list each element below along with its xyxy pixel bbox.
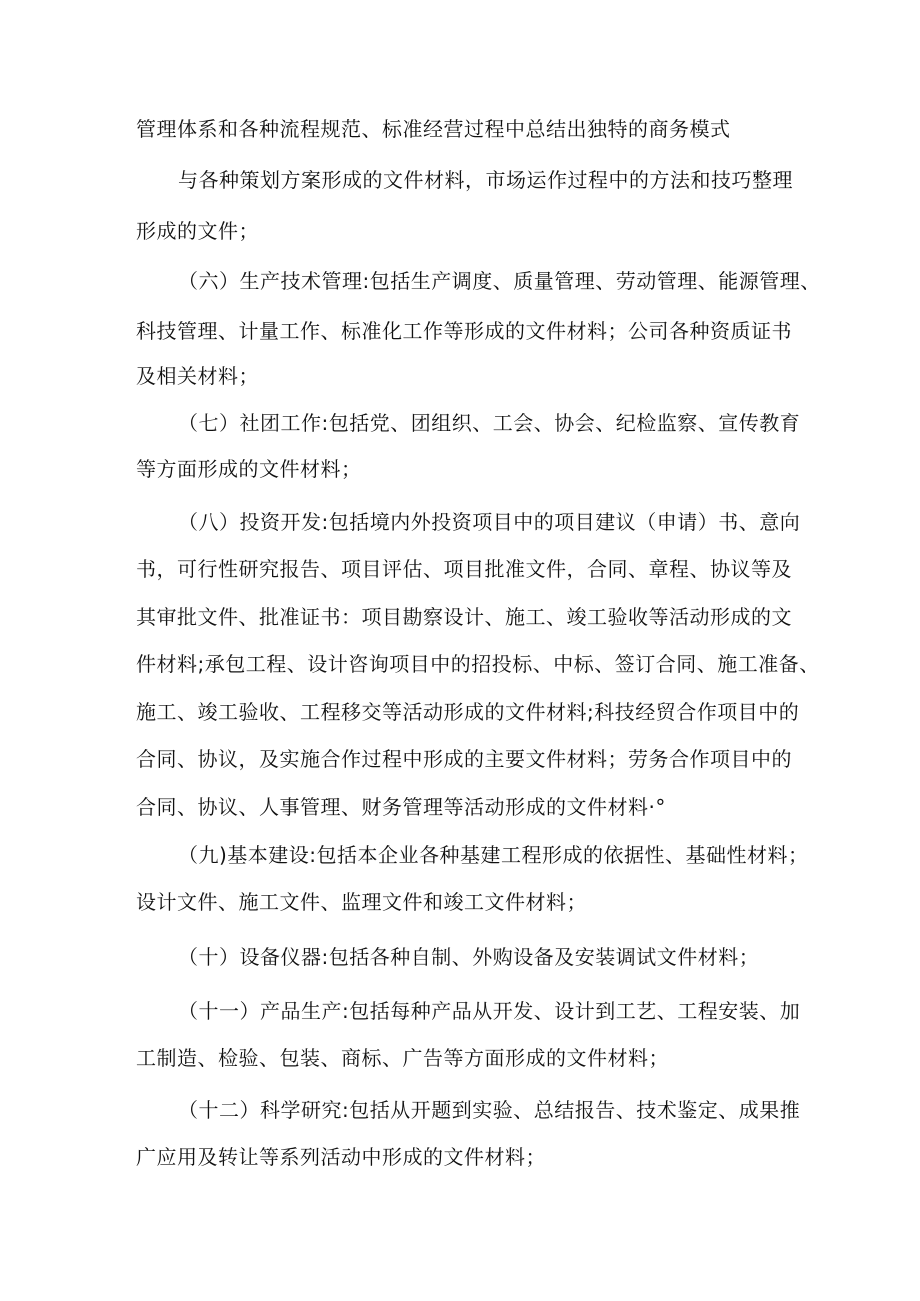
text-line: （十二）科学研究:包括从开题到实验、总结报告、技术鉴定、成果推 — [178, 1098, 801, 1122]
text-line: 管理体系和各种流程规范、标准经营过程中总结出独特的商务模式 — [136, 117, 731, 141]
text-line: 书，可行性研究报告、项目评估、项目批准文件，合同、章程、协议等及 — [136, 557, 792, 581]
text-line: 科技管理、计量工作、标准化工作等形成的文件材料；公司各种资质证书 — [136, 319, 792, 343]
text-line: 广应用及转让等系列活动中形成的文件材料； — [136, 1145, 546, 1169]
text-line: 及相关材料； — [136, 364, 259, 388]
text-line: （九)基本建设:包括本企业各种基建工程形成的依据性、基础性材料； — [178, 843, 809, 867]
text-line: （十一）产品生产:包括每种产品从开发、设计到工艺、工程安装、加 — [178, 999, 801, 1023]
text-line: 与各种策划方案形成的文件材料，市场运作过程中的方法和技巧整理 — [178, 168, 793, 192]
text-line: 施工、竣工验收、工程移交等活动形成的文件材料;科技经贸合作项目中的 — [136, 700, 800, 724]
text-line: （十）设备仪器:包括各种自制、外购设备及安装调试文件材料； — [178, 945, 760, 969]
text-line: 等方面形成的文件材料； — [136, 457, 362, 481]
text-line: （六）生产技术管理:包括生产调度、质量管理、劳动管理、能源管理、 — [178, 269, 821, 293]
text-line: 工制造、检验、包装、商标、广告等方面形成的文件材料； — [136, 1046, 669, 1070]
text-line: （七）社团工作:包括党、团组织、工会、协会、纪检监察、宣传教育 — [178, 411, 801, 435]
text-line: （八）投资开发:包括境内外投资项目中的项目建议（申请）书、意向 — [178, 510, 801, 534]
text-line: 形成的文件； — [136, 219, 259, 243]
text-line: 设计文件、施工文件、监理文件和竣工文件材料； — [136, 890, 587, 914]
text-line: 合同、协议、人事管理、财务管理等活动形成的文件材料·° — [136, 795, 666, 819]
text-line: 件材料;承包工程、设计咨询项目中的招投标、中标、签订合同、施工准备、 — [136, 652, 820, 676]
text-line: 合同、协议，及实施合作过程中形成的主要文件材料；劳务合作项目中的 — [136, 747, 792, 771]
text-line: 其审批文件、批准证书：项目勘察设计、施工、竣工验收等活动形成的文 — [136, 605, 792, 629]
